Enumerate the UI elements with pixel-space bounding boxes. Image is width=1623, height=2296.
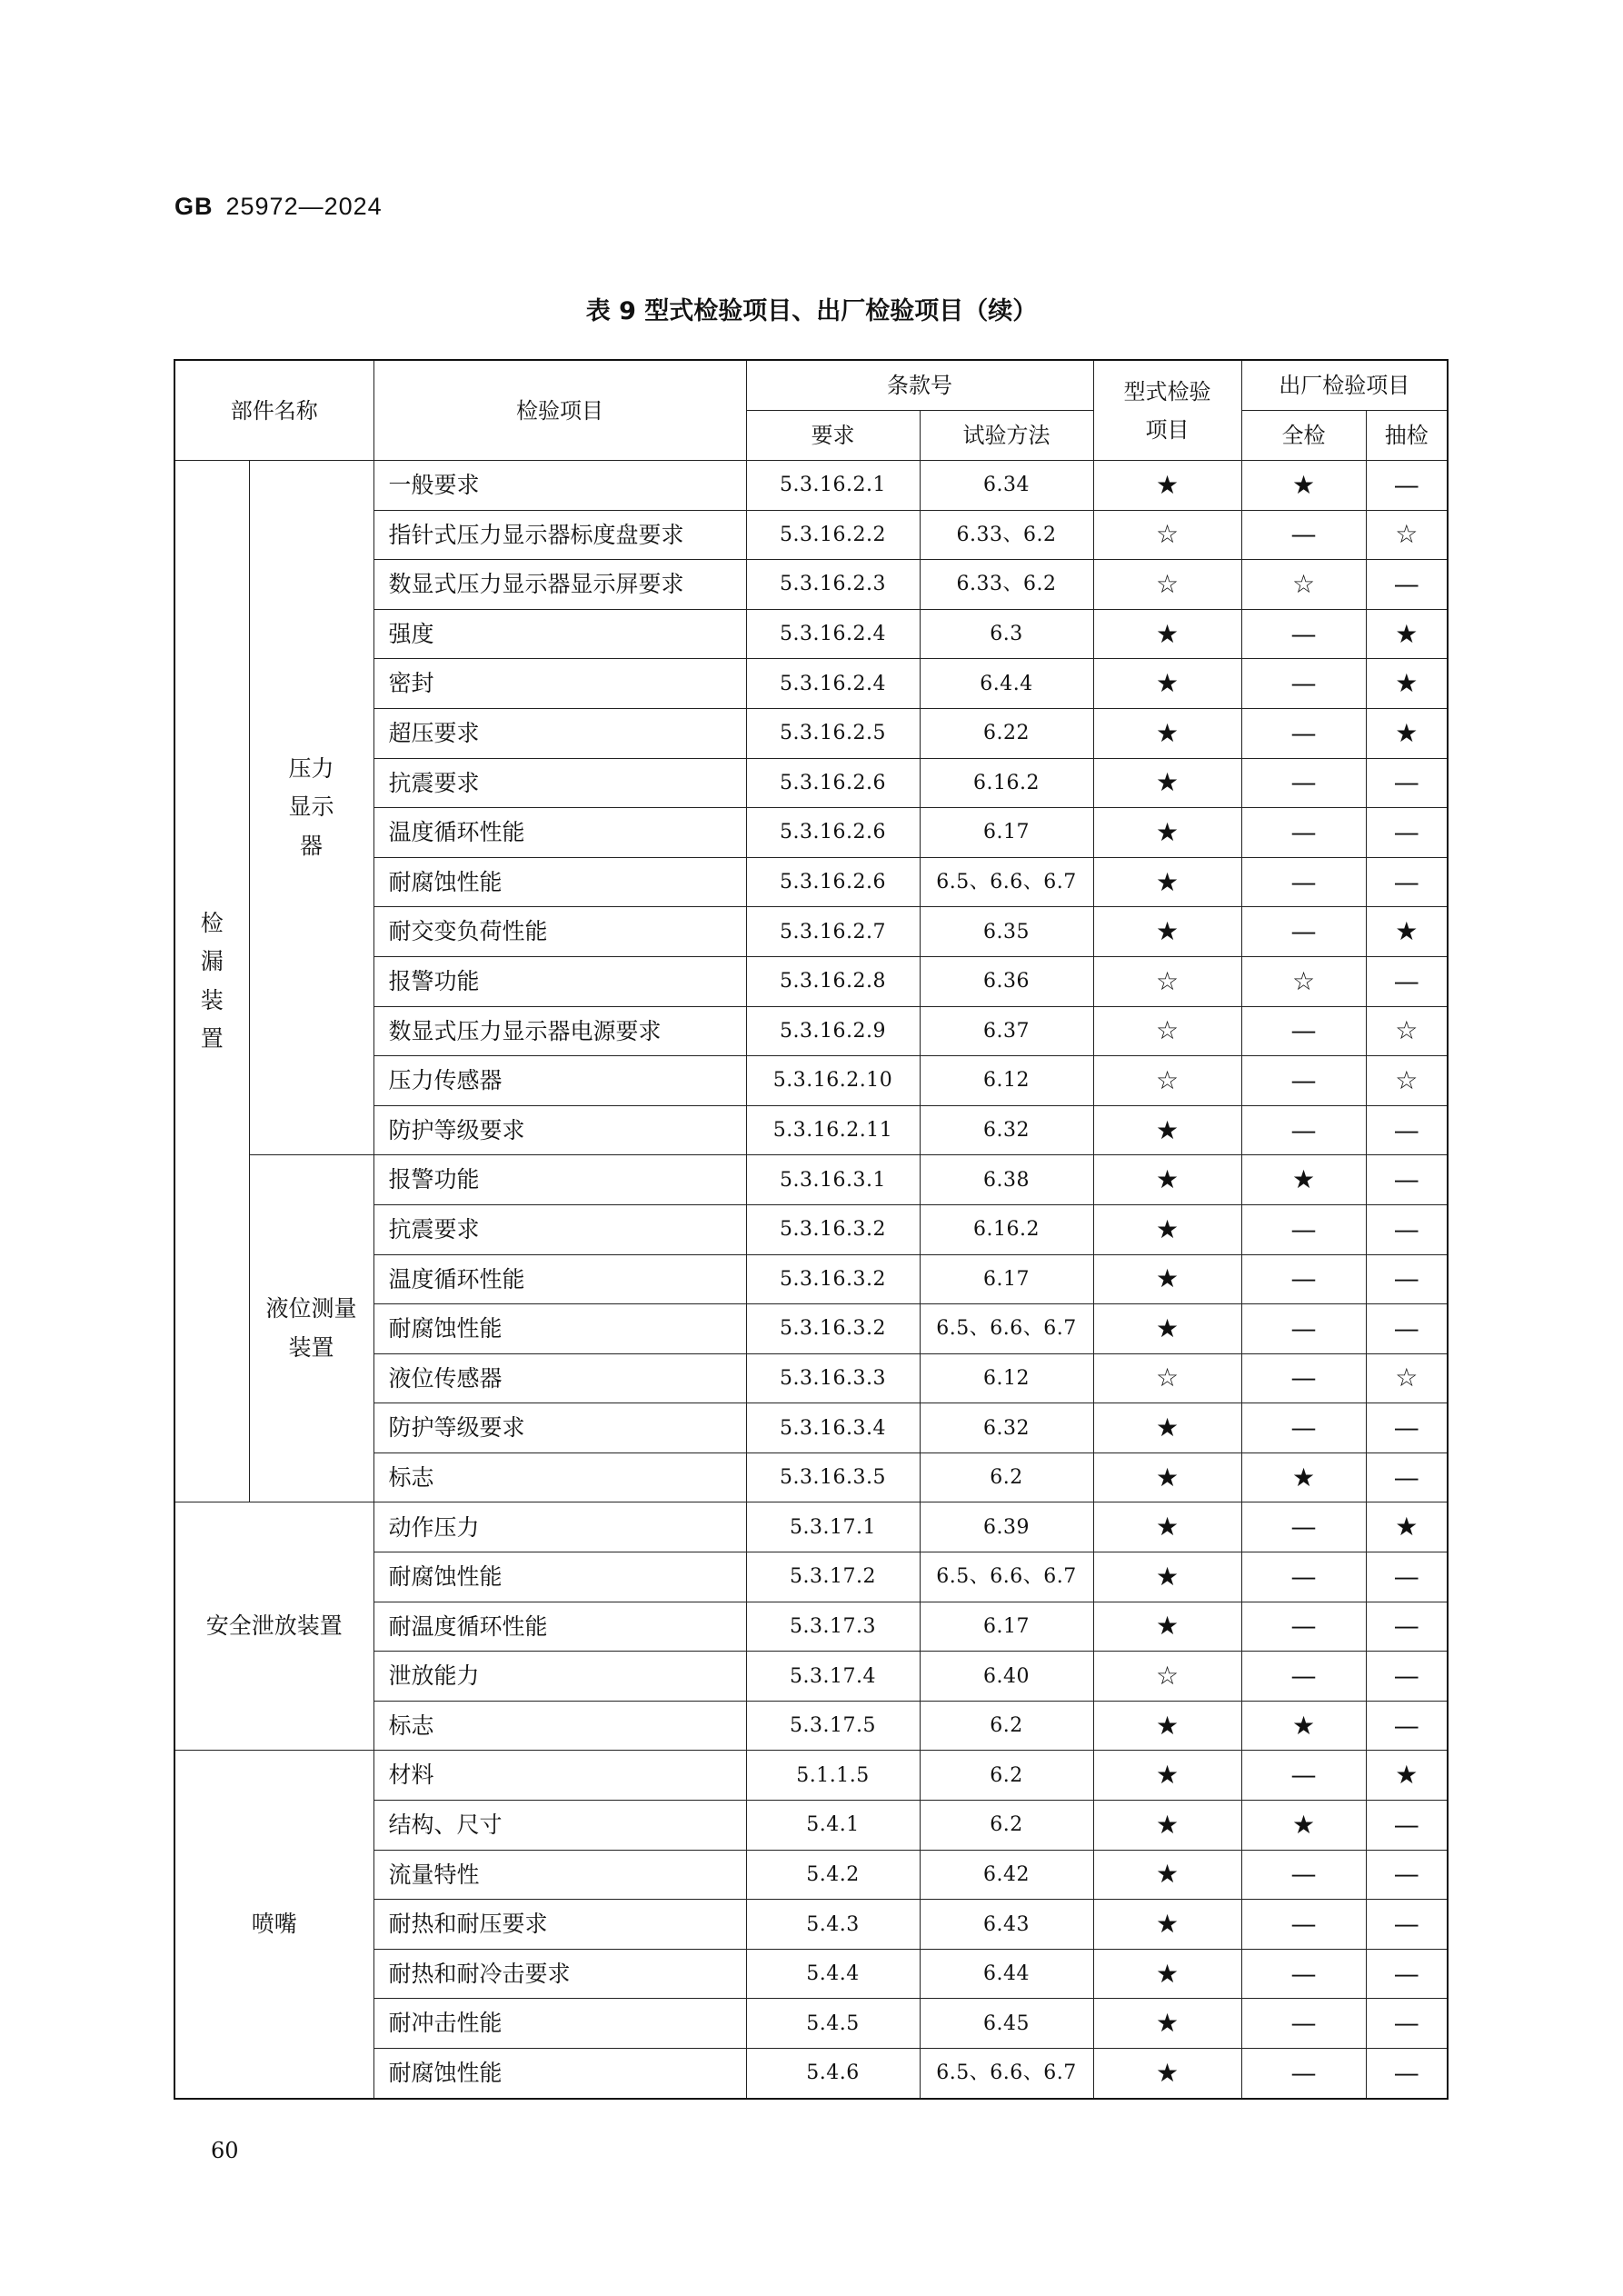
type-test-label: 型式检验项目 <box>1123 378 1211 443</box>
cell-type-test: ☆ <box>1093 1006 1241 1056</box>
cell-sample-check: ☆ <box>1366 510 1448 560</box>
cell-test-method: 6.17 <box>920 1254 1093 1304</box>
cell-full-check: — <box>1241 1204 1366 1254</box>
cell-test-item: 报警功能 <box>373 956 746 1006</box>
cell-test-item: 耐热和耐冷击要求 <box>373 1949 746 1999</box>
col-header-test-method: 试验方法 <box>920 411 1093 461</box>
cell-sample-check: — <box>1366 1105 1448 1155</box>
cell-type-test: ☆ <box>1093 560 1241 610</box>
cell-requirement: 5.3.16.2.4 <box>746 659 920 709</box>
cell-full-check: — <box>1241 1254 1366 1304</box>
cell-type-test: ★ <box>1093 609 1241 659</box>
cell-test-method: 6.3 <box>920 609 1093 659</box>
cell-type-test: ★ <box>1093 1254 1241 1304</box>
cell-test-item: 耐冲击性能 <box>373 1999 746 2049</box>
cell-sample-check: — <box>1366 1999 1448 2049</box>
cell-full-check: — <box>1241 609 1366 659</box>
group-pressure-display <box>249 461 373 1155</box>
cell-requirement: 5.3.17.4 <box>746 1652 920 1702</box>
cell-sample-check: ☆ <box>1366 1056 1448 1106</box>
cell-full-check: — <box>1241 659 1366 709</box>
cell-test-method: 6.33、6.2 <box>920 560 1093 610</box>
cell-test-item: 耐腐蚀性能 <box>373 1552 746 1602</box>
cell-requirement: 5.3.16.2.10 <box>746 1056 920 1106</box>
cell-test-item: 强度 <box>373 609 746 659</box>
cell-full-check: — <box>1241 1751 1366 1801</box>
cell-full-check: ★ <box>1241 1452 1366 1502</box>
group-safety-relief-label: 安全泄放装置 <box>205 1612 343 1640</box>
cell-test-method: 6.5、6.6、6.7 <box>920 857 1093 907</box>
cell-type-test: ★ <box>1093 1801 1241 1851</box>
cell-requirement: 5.3.16.2.7 <box>746 907 920 957</box>
cell-sample-check: — <box>1366 1850 1448 1900</box>
cell-test-method: 6.5、6.6、6.7 <box>920 1304 1093 1354</box>
cell-test-method: 6.2 <box>920 1452 1093 1502</box>
col-header-sample: 抽检 <box>1366 411 1448 461</box>
cell-test-method: 6.16.2 <box>920 1204 1093 1254</box>
cell-full-check: — <box>1241 808 1366 858</box>
cell-full-check: ★ <box>1241 1801 1366 1851</box>
cell-test-item: 报警功能 <box>373 1155 746 1205</box>
table-title: 表 9 型式检验项目、出厂检验项目（续） <box>585 297 1038 325</box>
cell-requirement: 5.3.16.2.9 <box>746 1006 920 1056</box>
cell-test-item: 耐腐蚀性能 <box>373 1304 746 1354</box>
cell-sample-check: — <box>1366 1204 1448 1254</box>
cell-test-method: 6.5、6.6、6.7 <box>920 2049 1093 2099</box>
cell-requirement: 5.3.17.2 <box>746 1552 920 1602</box>
cell-test-method: 6.12 <box>920 1353 1093 1403</box>
cell-type-test: ☆ <box>1093 1353 1241 1403</box>
cell-requirement: 5.3.16.2.2 <box>746 510 920 560</box>
cell-sample-check: ☆ <box>1366 1353 1448 1403</box>
standard-code: 25972—2024 <box>225 193 383 220</box>
cell-test-item: 指针式压力显示器标度盘要求 <box>373 510 746 560</box>
cell-test-method: 6.42 <box>920 1850 1093 1900</box>
cell-type-test: ★ <box>1093 758 1241 808</box>
header-row-1 <box>174 360 1448 411</box>
cell-full-check: — <box>1241 907 1366 957</box>
col-header-test-item: 检验项目 <box>373 360 746 461</box>
cell-full-check: — <box>1241 1652 1366 1702</box>
cell-test-method: 6.4.4 <box>920 659 1093 709</box>
cell-requirement: 5.3.16.3.1 <box>746 1155 920 1205</box>
cell-requirement: 5.3.16.2.1 <box>746 461 920 511</box>
cell-full-check: ★ <box>1241 1701 1366 1751</box>
cell-full-check: — <box>1241 1105 1366 1155</box>
group-leak-detection-label: 检漏装置 <box>200 909 224 1053</box>
cell-requirement: 5.4.2 <box>746 1850 920 1900</box>
cell-requirement: 5.3.16.2.8 <box>746 956 920 1006</box>
cell-sample-check: — <box>1366 1602 1448 1652</box>
table-body <box>174 360 1448 2099</box>
cell-requirement: 5.3.16.2.5 <box>746 708 920 758</box>
cell-requirement: 5.1.1.5 <box>746 1751 920 1801</box>
cell-requirement: 5.3.17.3 <box>746 1602 920 1652</box>
cell-requirement: 5.3.16.2.3 <box>746 560 920 610</box>
cell-test-method: 6.16.2 <box>920 758 1093 808</box>
cell-full-check: — <box>1241 758 1366 808</box>
cell-test-item: 防护等级要求 <box>373 1403 746 1453</box>
cell-sample-check: — <box>1366 560 1448 610</box>
cell-sample-check: ★ <box>1366 1751 1448 1801</box>
cell-test-method: 6.32 <box>920 1105 1093 1155</box>
cell-sample-check: — <box>1366 1900 1448 1950</box>
group-nozzle-label: 喷嘴 <box>251 1910 297 1937</box>
cell-sample-check: — <box>1366 1552 1448 1602</box>
cell-type-test: ★ <box>1093 1900 1241 1950</box>
cell-sample-check: — <box>1366 1701 1448 1751</box>
group-level-measure <box>249 1155 373 1502</box>
cell-full-check: — <box>1241 1949 1366 1999</box>
cell-type-test: ★ <box>1093 1304 1241 1354</box>
cell-type-test: ★ <box>1093 2049 1241 2099</box>
col-header-full: 全检 <box>1241 411 1366 461</box>
cell-sample-check: ★ <box>1366 907 1448 957</box>
cell-type-test: ★ <box>1093 1999 1241 2049</box>
cell-full-check: — <box>1241 1850 1366 1900</box>
cell-full-check: — <box>1241 1999 1366 2049</box>
col-header-part-name: 部件名称 <box>174 360 373 461</box>
cell-test-item: 温度循环性能 <box>373 808 746 858</box>
cell-full-check: ☆ <box>1241 956 1366 1006</box>
cell-test-item: 耐温度循环性能 <box>373 1602 746 1652</box>
cell-test-item: 标志 <box>373 1452 746 1502</box>
cell-test-method: 6.43 <box>920 1900 1093 1950</box>
col-header-clause: 条款号 <box>746 360 1093 411</box>
cell-test-item: 密封 <box>373 659 746 709</box>
cell-test-item: 数显式压力显示器显示屏要求 <box>373 560 746 610</box>
cell-requirement: 5.3.16.3.2 <box>746 1254 920 1304</box>
cell-type-test: ★ <box>1093 1502 1241 1552</box>
cell-test-item: 动作压力 <box>373 1502 746 1552</box>
cell-full-check: — <box>1241 1304 1366 1354</box>
cell-type-test: ★ <box>1093 1751 1241 1801</box>
cell-test-method: 6.37 <box>920 1006 1093 1056</box>
cell-test-method: 6.33、6.2 <box>920 510 1093 560</box>
cell-sample-check: — <box>1366 1801 1448 1851</box>
cell-type-test: ★ <box>1093 1155 1241 1205</box>
cell-sample-check: — <box>1366 2049 1448 2099</box>
cell-sample-check: — <box>1366 956 1448 1006</box>
cell-full-check: ☆ <box>1241 560 1366 610</box>
cell-test-item: 数显式压力显示器电源要求 <box>373 1006 746 1056</box>
cell-full-check: — <box>1241 1056 1366 1106</box>
cell-requirement: 5.4.3 <box>746 1900 920 1950</box>
cell-requirement: 5.4.6 <box>746 2049 920 2099</box>
cell-requirement: 5.3.16.3.3 <box>746 1353 920 1403</box>
cell-requirement: 5.3.16.3.2 <box>746 1204 920 1254</box>
cell-sample-check: — <box>1366 1403 1448 1453</box>
cell-requirement: 5.3.16.2.6 <box>746 857 920 907</box>
cell-test-item: 温度循环性能 <box>373 1254 746 1304</box>
cell-sample-check: ★ <box>1366 609 1448 659</box>
cell-test-item: 超压要求 <box>373 708 746 758</box>
cell-sample-check: — <box>1366 1155 1448 1205</box>
cell-type-test: ★ <box>1093 1452 1241 1502</box>
cell-type-test: ★ <box>1093 1949 1241 1999</box>
cell-type-test: ★ <box>1093 1850 1241 1900</box>
col-header-factory-test: 出厂检验项目 <box>1241 360 1448 411</box>
cell-sample-check: — <box>1366 1949 1448 1999</box>
cell-type-test: ☆ <box>1093 1056 1241 1106</box>
cell-test-method: 6.36 <box>920 956 1093 1006</box>
cell-test-method: 6.35 <box>920 907 1093 957</box>
standard-number <box>174 193 383 221</box>
cell-type-test: ★ <box>1093 659 1241 709</box>
cell-test-method: 6.2 <box>920 1701 1093 1751</box>
cell-type-test: ☆ <box>1093 1652 1241 1702</box>
cell-sample-check: — <box>1366 808 1448 858</box>
cell-sample-check: — <box>1366 461 1448 511</box>
cell-test-item: 流量特性 <box>373 1850 746 1900</box>
cell-full-check: — <box>1241 1006 1366 1056</box>
cell-full-check: — <box>1241 510 1366 560</box>
cell-test-item: 耐热和耐压要求 <box>373 1900 746 1950</box>
cell-type-test: ☆ <box>1093 956 1241 1006</box>
cell-test-method: 6.34 <box>920 461 1093 511</box>
cell-requirement: 5.4.1 <box>746 1801 920 1851</box>
cell-type-test: ★ <box>1093 461 1241 511</box>
cell-test-item: 防护等级要求 <box>373 1105 746 1155</box>
cell-sample-check: ☆ <box>1366 1006 1448 1056</box>
cell-test-item: 一般要求 <box>373 461 746 511</box>
inspection-items-table <box>174 359 1449 2100</box>
cell-test-item: 液位传感器 <box>373 1353 746 1403</box>
table-row <box>174 1751 1448 1801</box>
cell-requirement: 5.3.17.5 <box>746 1701 920 1751</box>
col-header-requirement: 要求 <box>746 411 920 461</box>
cell-test-item: 压力传感器 <box>373 1056 746 1106</box>
cell-requirement: 5.3.16.2.4 <box>746 609 920 659</box>
cell-sample-check: — <box>1366 1452 1448 1502</box>
cell-type-test: ★ <box>1093 1602 1241 1652</box>
cell-test-item: 耐交变负荷性能 <box>373 907 746 957</box>
cell-full-check: — <box>1241 1403 1366 1453</box>
cell-test-item: 材料 <box>373 1751 746 1801</box>
cell-full-check: — <box>1241 857 1366 907</box>
cell-requirement: 5.3.16.3.5 <box>746 1452 920 1502</box>
cell-sample-check: — <box>1366 758 1448 808</box>
cell-sample-check: ★ <box>1366 1502 1448 1552</box>
cell-requirement: 5.3.16.2.6 <box>746 758 920 808</box>
table-row <box>174 1502 1448 1552</box>
standard-prefix: GB <box>174 193 214 220</box>
cell-test-method: 6.12 <box>920 1056 1093 1106</box>
cell-test-method: 6.32 <box>920 1403 1093 1453</box>
group-nozzle <box>174 1751 373 2099</box>
cell-requirement: 5.4.5 <box>746 1999 920 2049</box>
cell-requirement: 5.3.17.1 <box>746 1502 920 1552</box>
cell-test-item: 耐腐蚀性能 <box>373 2049 746 2099</box>
cell-type-test: ★ <box>1093 1701 1241 1751</box>
cell-sample-check: ★ <box>1366 659 1448 709</box>
col-header-type-test <box>1093 360 1241 461</box>
cell-test-method: 6.40 <box>920 1652 1093 1702</box>
cell-full-check: — <box>1241 708 1366 758</box>
cell-test-item: 泄放能力 <box>373 1652 746 1702</box>
cell-test-method: 6.17 <box>920 808 1093 858</box>
page-number: 60 <box>211 2138 239 2163</box>
cell-test-method: 6.39 <box>920 1502 1093 1552</box>
cell-type-test: ★ <box>1093 708 1241 758</box>
cell-type-test: ★ <box>1093 808 1241 858</box>
table-row <box>174 1155 1448 1205</box>
cell-full-check: ★ <box>1241 1155 1366 1205</box>
group-safety-relief <box>174 1502 373 1751</box>
cell-test-item: 抗震要求 <box>373 1204 746 1254</box>
cell-test-method: 6.2 <box>920 1751 1093 1801</box>
cell-test-item: 耐腐蚀性能 <box>373 857 746 907</box>
cell-test-item: 结构、尺寸 <box>373 1801 746 1851</box>
cell-type-test: ☆ <box>1093 510 1241 560</box>
cell-sample-check: ★ <box>1366 708 1448 758</box>
cell-test-method: 6.2 <box>920 1801 1093 1851</box>
cell-sample-check: — <box>1366 1652 1448 1702</box>
cell-full-check: — <box>1241 1602 1366 1652</box>
cell-requirement: 5.4.4 <box>746 1949 920 1999</box>
cell-type-test: ★ <box>1093 1105 1241 1155</box>
cell-test-method: 6.17 <box>920 1602 1093 1652</box>
cell-full-check: ★ <box>1241 461 1366 511</box>
cell-type-test: ★ <box>1093 1403 1241 1453</box>
group-pressure-display-label: 压力显示器 <box>288 754 334 859</box>
cell-full-check: — <box>1241 1552 1366 1602</box>
cell-type-test: ★ <box>1093 1204 1241 1254</box>
cell-test-item: 标志 <box>373 1701 746 1751</box>
cell-full-check: — <box>1241 2049 1366 2099</box>
cell-test-method: 6.45 <box>920 1999 1093 2049</box>
cell-type-test: ★ <box>1093 907 1241 957</box>
cell-full-check: — <box>1241 1502 1366 1552</box>
cell-test-method: 6.22 <box>920 708 1093 758</box>
cell-test-method: 6.38 <box>920 1155 1093 1205</box>
cell-sample-check: — <box>1366 1304 1448 1354</box>
cell-test-method: 6.5、6.6、6.7 <box>920 1552 1093 1602</box>
cell-requirement: 5.3.16.2.6 <box>746 808 920 858</box>
cell-type-test: ★ <box>1093 857 1241 907</box>
cell-sample-check: — <box>1366 857 1448 907</box>
cell-full-check: — <box>1241 1900 1366 1950</box>
group-leak-detection <box>174 461 249 1502</box>
cell-requirement: 5.3.16.3.4 <box>746 1403 920 1453</box>
cell-full-check: — <box>1241 1353 1366 1403</box>
cell-requirement: 5.3.16.3.2 <box>746 1304 920 1354</box>
cell-test-method: 6.44 <box>920 1949 1093 1999</box>
cell-requirement: 5.3.16.2.11 <box>746 1105 920 1155</box>
table-row <box>174 461 1448 511</box>
group-level-measure-label: 液位测量装置 <box>265 1295 357 1361</box>
cell-type-test: ★ <box>1093 1552 1241 1602</box>
cell-test-item: 抗震要求 <box>373 758 746 808</box>
cell-sample-check: — <box>1366 1254 1448 1304</box>
